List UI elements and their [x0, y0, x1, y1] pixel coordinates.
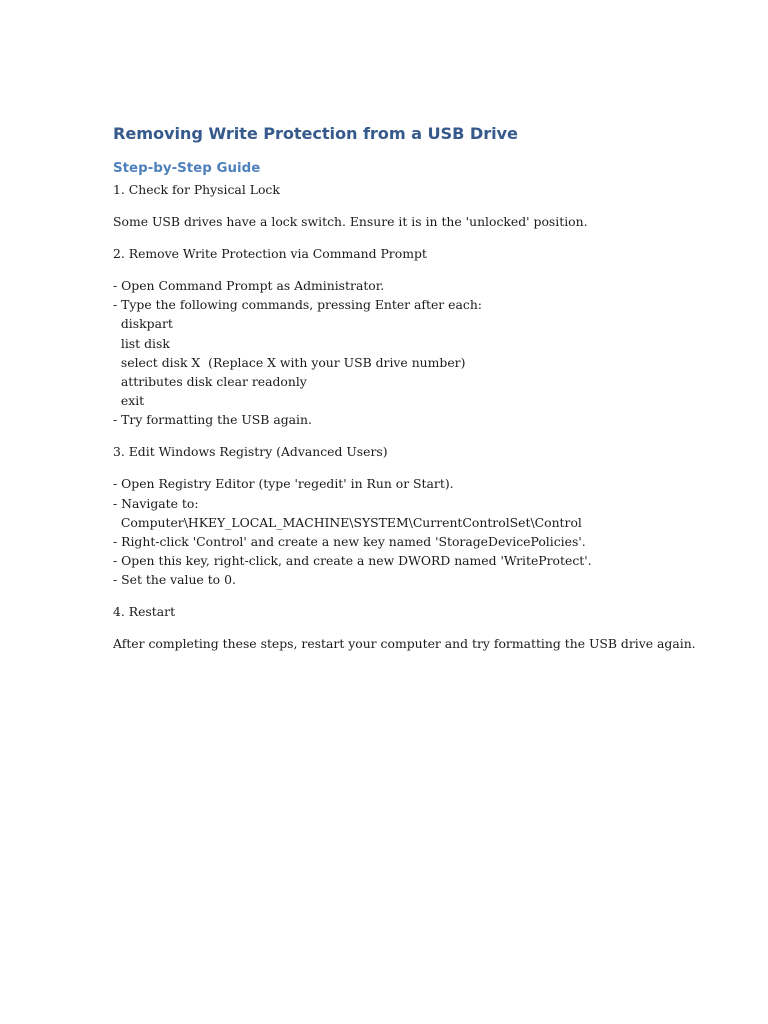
step-4-heading: 4. Restart	[113, 604, 176, 620]
command-line: list disk	[113, 335, 170, 351]
step-3-line: - Open this key, right-click, and create a new DWORD named 'WriteProtect'.	[113, 553, 592, 569]
document-subtitle: Step-by-Step Guide	[113, 161, 261, 176]
command-line: diskpart	[113, 316, 173, 332]
paragraph-spacer	[113, 199, 713, 212]
paragraph-spacer	[113, 622, 713, 635]
step-2-line: - Type the following commands, pressing Enter after each:	[113, 297, 482, 313]
step-3-line: - Set the value to 0.	[113, 572, 236, 588]
step-3-line: - Right-click 'Control' and create a new key named 'StorageDevicePolicies'.	[113, 534, 586, 550]
step-4-text: After completing these steps, restart your computer and try formatting the USB drive again.	[113, 636, 696, 652]
step-1-heading: 1. Check for Physical Lock	[113, 182, 280, 197]
step-3-line: - Open Registry Editor (type 'regedit' in Run or Start).	[113, 476, 454, 492]
command-line: attributes disk clear readonly	[113, 374, 307, 390]
document-title: Removing Write Protection from a USB Drive	[113, 124, 518, 143]
step-1-text: Some USB drives have a lock switch. Ensure it is in the 'unlocked' position.	[113, 214, 588, 229]
step-2-heading: 2. Remove Write Protection via Command Prompt	[113, 246, 427, 261]
command-line: exit	[113, 393, 145, 409]
step-3-line: - Navigate to:	[113, 495, 199, 511]
registry-path: Computer\HKEY_LOCAL_MACHINE\SYSTEM\CurrentControlSet\Control	[113, 514, 582, 530]
command-line: select disk X (Replace X with your USB drive number)	[113, 354, 466, 370]
paragraph-spacer	[113, 430, 713, 443]
paragraph-spacer	[113, 590, 713, 603]
document-body	[113, 122, 713, 654]
step-2-line: - Try formatting the USB again.	[113, 412, 312, 428]
step-3-heading: 3. Edit Windows Registry (Advanced Users)	[113, 444, 388, 460]
step-2-line: - Open Command Prompt as Administrator.	[113, 278, 385, 293]
paragraph-spacer	[113, 263, 713, 276]
paragraph-spacer	[113, 231, 713, 244]
paragraph-spacer	[113, 462, 713, 475]
